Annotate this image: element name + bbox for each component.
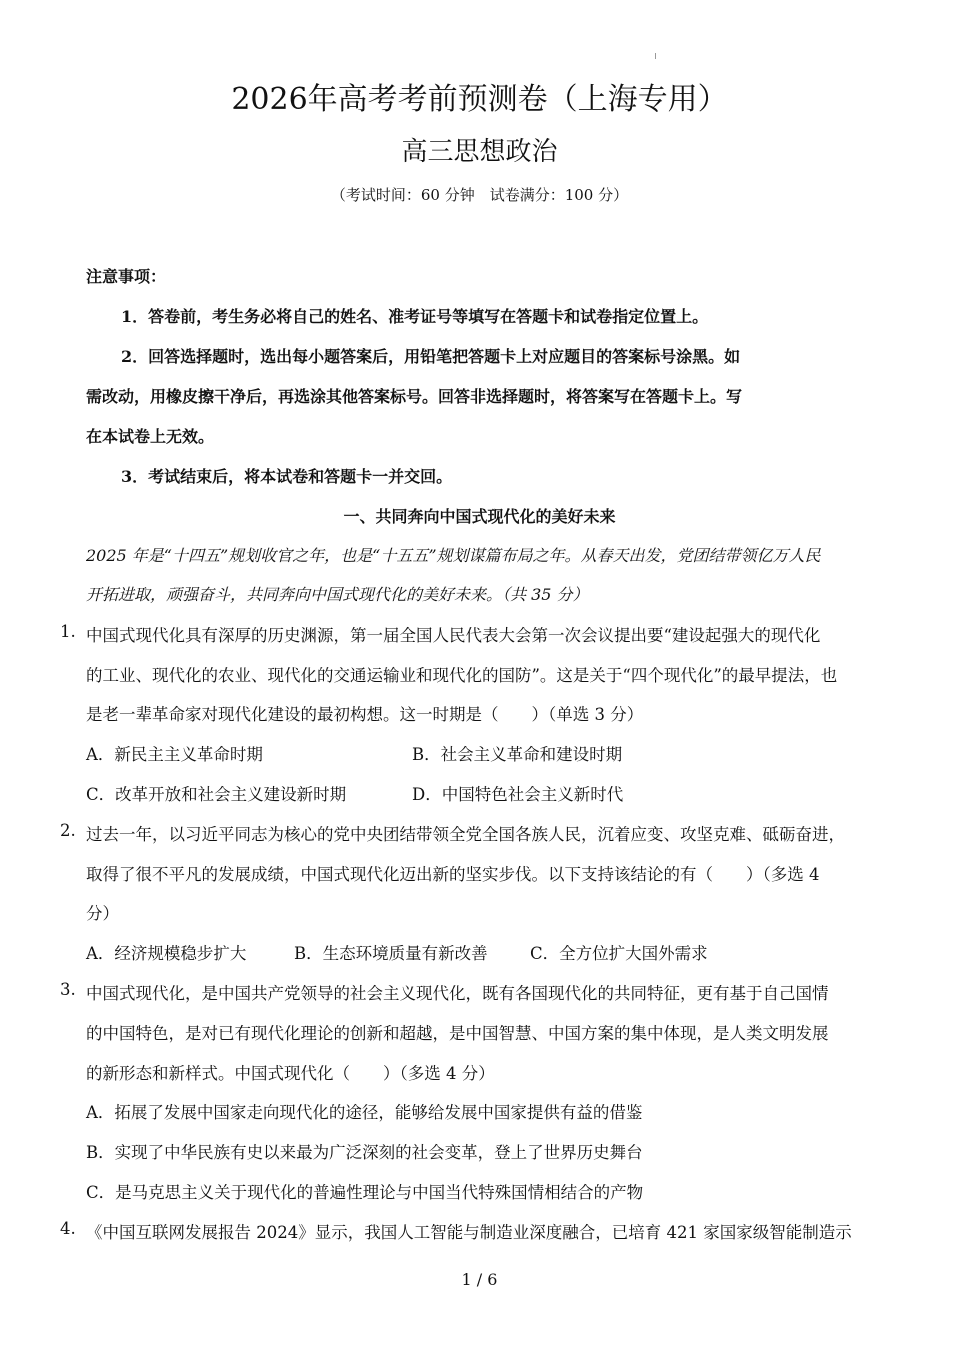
question-4-stem-line-1: 《中国互联网发展报告 2024》显示，我国人工智能与制造业深度融合，已培育 421 家国家级智能制造示 (86, 1223, 852, 1242)
question-3-option-a: A．拓展了发展中国家走向现代化的途径，能够给发展中国家提供有益的借鉴 (86, 1103, 643, 1122)
notice-item-2-line-2: 需改动，用橡皮擦干净后，再选涂其他答案标号。回答非选择题时，将答案写在答题卡上。写 (86, 387, 743, 406)
question-2-stem-line-2: 取得了很不平凡的发展成绩，中国式现代化迈出新的坚实步伐。以下支持该结论的有（ ）（多选 4 (86, 865, 820, 884)
exam-subject: 高三思想政治 (401, 137, 558, 167)
question-1-option-d: D．中国特色社会主义新时代 (412, 785, 624, 804)
question-2-stem-line-3: 分） (86, 904, 119, 923)
section-intro-line-2: 开拓进取，顽强奋斗，共同奔向中国式现代化的美好未来。（共 35 分） (86, 585, 589, 604)
question-1-option-a: A．新民主主义革命时期 (86, 745, 263, 764)
question-1-option-c: C．改革开放和社会主义建设新时期 (86, 785, 347, 804)
question-1-stem-line-1: 中国式现代化具有深厚的历史渊源，第一届全国人民代表大会第一次会议提出要“建设起强大的现代化 (86, 626, 821, 645)
question-1-option-b: B．社会主义革命和建设时期 (412, 745, 623, 764)
section-intro-line-1: 2025 年是“十四五”规划收官之年，也是“十五五”规划谋篇布局之年。从春天出发，党团结带领亿万人民 (86, 546, 821, 565)
notice-item-3: 3．考试结束后，将本试卷和答题卡一并交回。 (121, 467, 453, 486)
question-3-stem-line-3: 的新形态和新样式。中国式现代化（ ）（多选 4 分） (86, 1064, 495, 1083)
exam-title: 2026年高考考前预测卷（上海专用） (231, 82, 728, 117)
question-1-number: 1. (60, 622, 76, 641)
question-3-option-c: C．是马克思主义关于现代化的普遍性理论与中国当代特殊国情相结合的产物 (86, 1183, 644, 1202)
question-2-number: 2. (60, 821, 76, 840)
notice-item-2-line-1: 2．回答选择题时，选出每小题答案后，用铅笔把答题卡上对应题目的答案标号涂黑。如 (121, 347, 741, 366)
question-2-stem-line-1: 过去一年，以习近平同志为核心的党中央团结带领全党全国各族人民，沉着应变、攻坚克难、砥砺奋进， (86, 825, 845, 844)
notice-item-1: 1．答卷前，考生务必将自己的姓名、准考证号等填写在答题卡和试卷指定位置上。 (121, 307, 709, 326)
question-2-option-c: C．全方位扩大国外需求 (530, 944, 708, 963)
question-2-option-b: B．生态环境质量有新改善 (294, 944, 488, 963)
section-title: 一、共同奔向中国式现代化的美好未来 (343, 507, 616, 526)
exam-info: （考试时间：60 分钟 试卷满分：100 分） (330, 186, 629, 204)
question-3-stem-line-2: 的中国特色，是对已有现代化理论的创新和超越，是中国智慧、中国方案的集中体现，是人类文明发展 (86, 1024, 829, 1043)
question-4-number: 4. (60, 1219, 76, 1238)
notice-item-2-line-3: 在本试卷上无效。 (86, 427, 215, 446)
page-number: 1 / 6 (461, 1270, 498, 1289)
question-3-stem-line-1: 中国式现代化，是中国共产党领导的社会主义现代化，既有各国现代化的共同特征，更有基于自己国情 (86, 984, 829, 1003)
question-2-option-a: A．经济规模稳步扩大 (86, 944, 247, 963)
question-3-option-b: B．实现了中华民族有史以来最为广泛深刻的社会变革，登上了世界历史舞台 (86, 1143, 643, 1162)
notice-heading: 注意事项： (86, 267, 167, 286)
question-1-stem-line-3: 是老一辈革命家对现代化建设的最初构想。这一时期是（ ）（单选 3 分） (86, 705, 644, 724)
question-3-number: 3. (60, 980, 76, 999)
scan-mark (655, 53, 656, 59)
question-1-stem-line-2: 的工业、现代化的农业、现代化的交通运输业和现代化的国防”。这是关于“四个现代化”的最早提法，也 (86, 666, 838, 685)
